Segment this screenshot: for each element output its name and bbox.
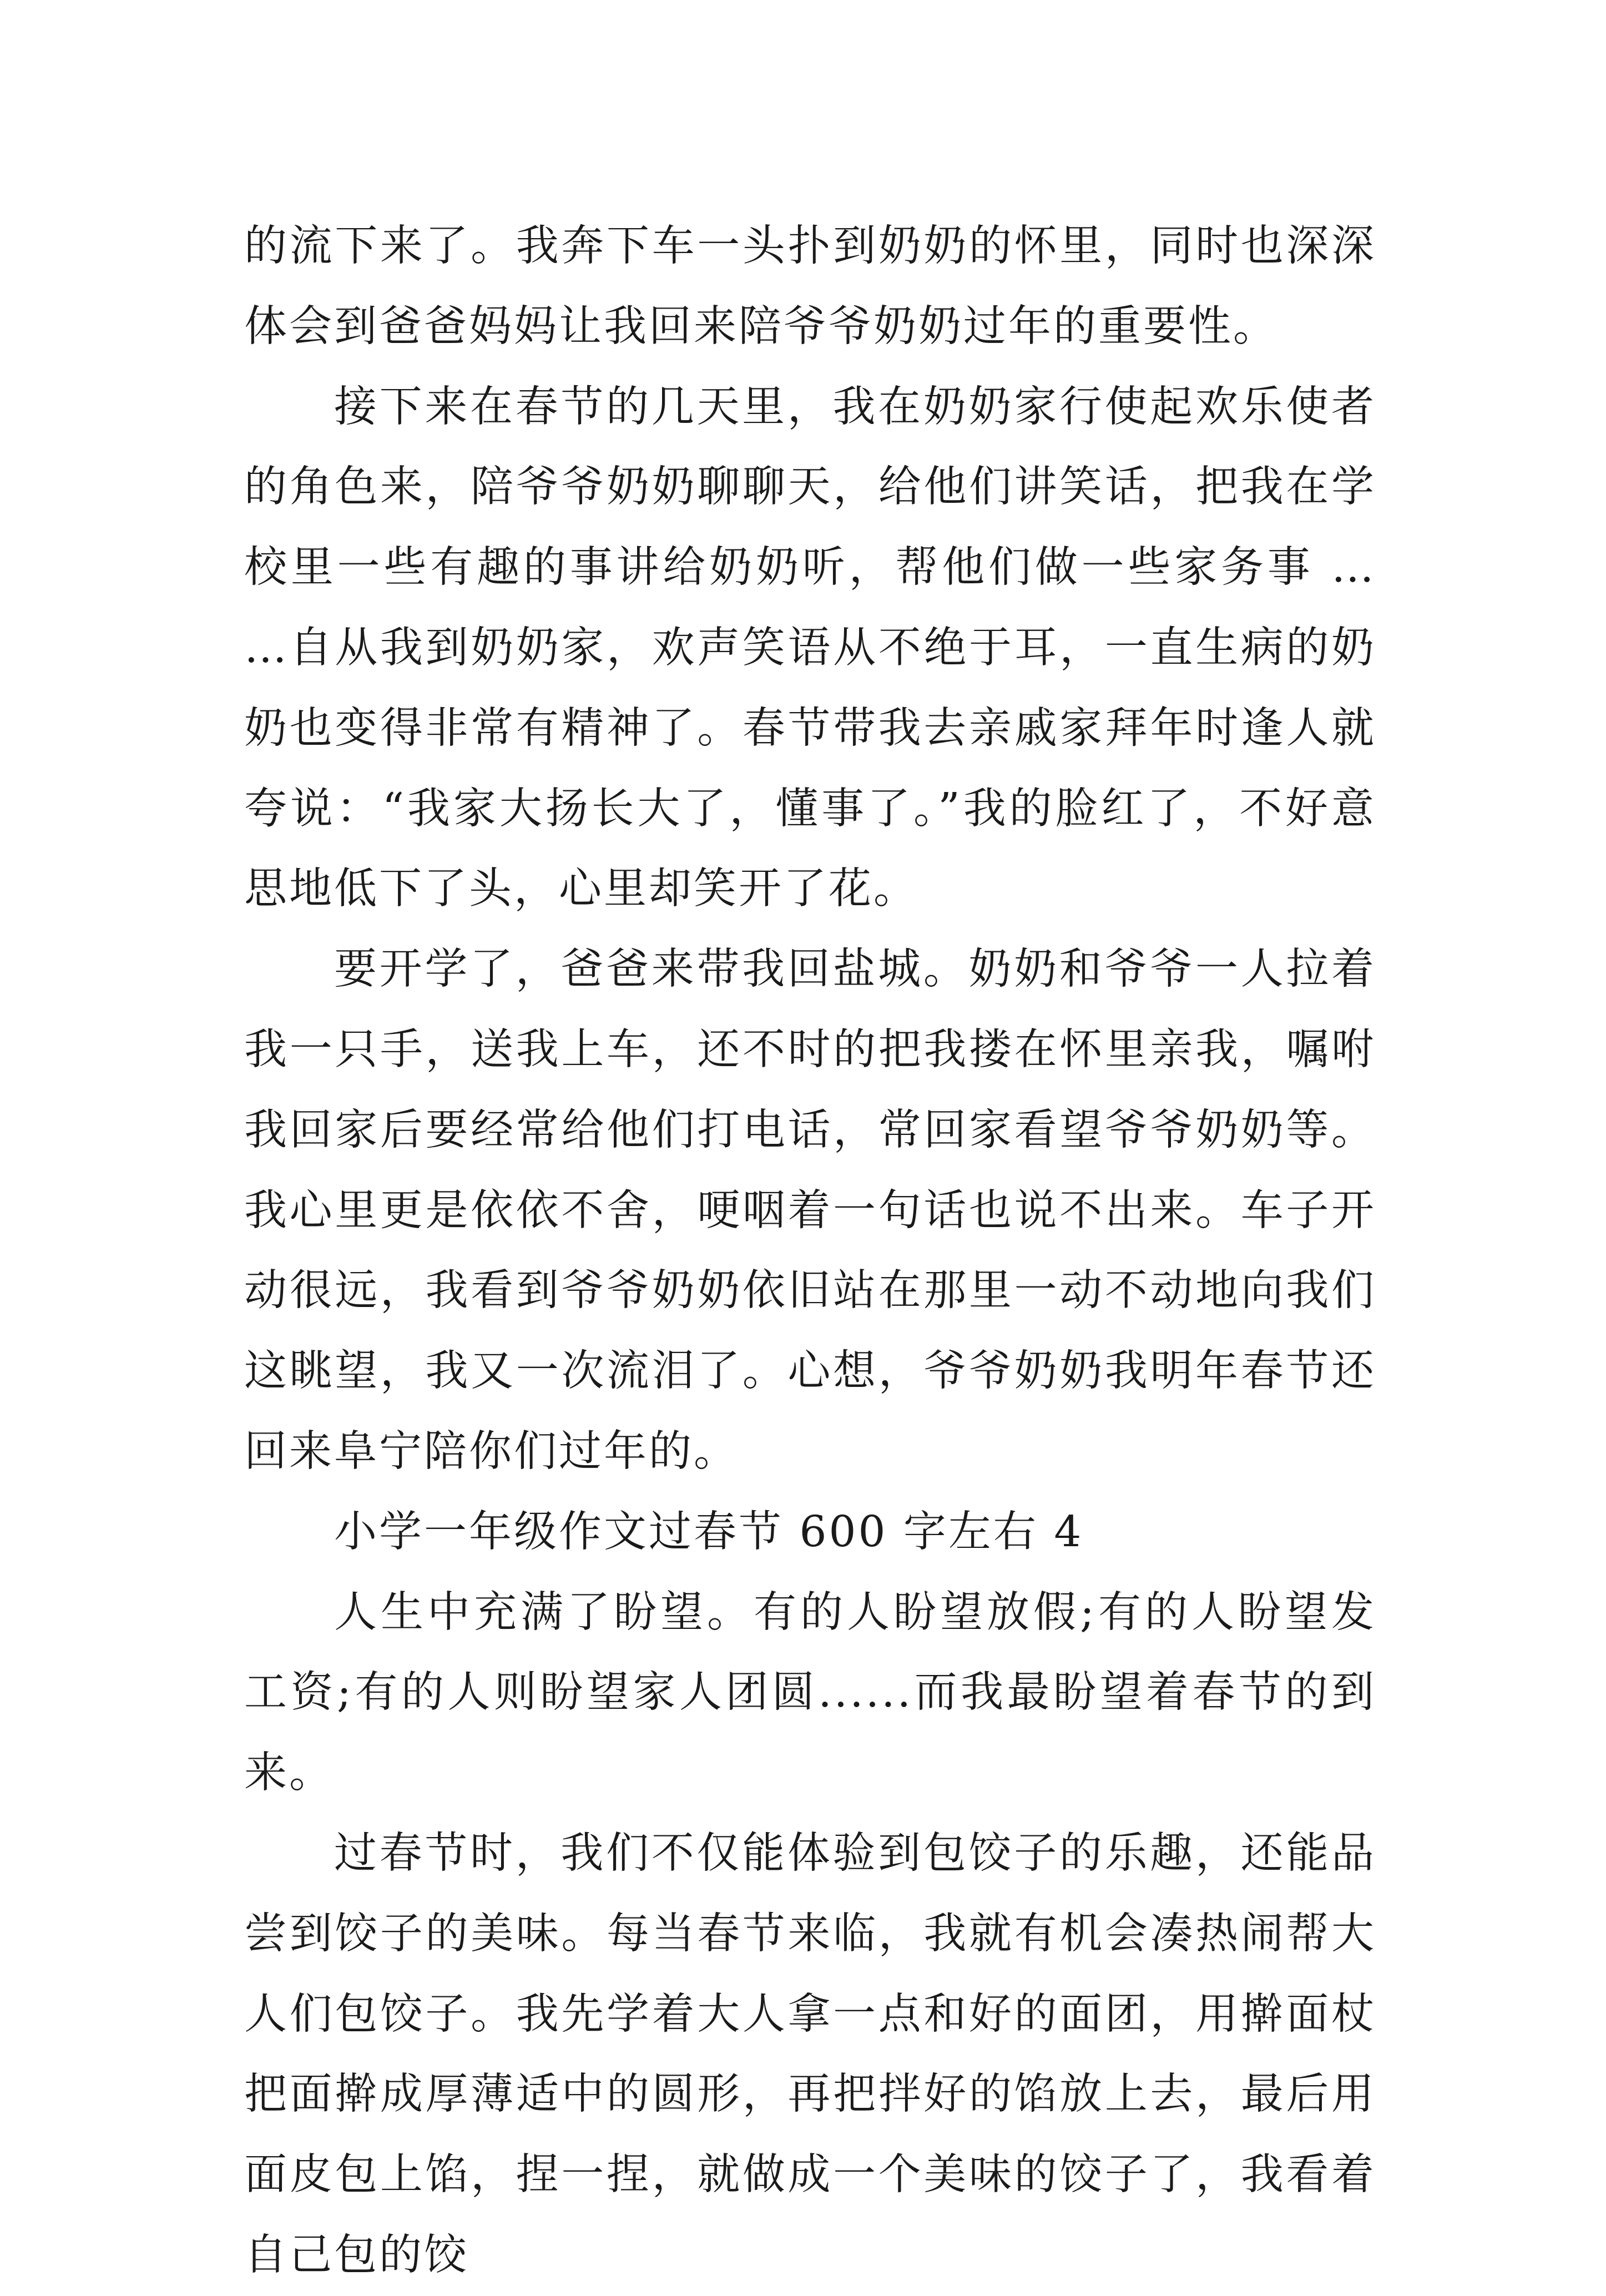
document-body <box>244 206 1376 2296</box>
paragraph: 过春节时，我们不仅能体验到包饺子的乐趣，还能品尝到饺子的美味。每当春节来临，我就有机会凑热闹帮大人们包饺子。我先学着大人拿一点和好的面团，用擀面杖把面擀成厚薄适中的圆形，再把拌好的馅放上去，最后用面皮包上馅，捏一捏，就做成一个美味的饺子了，我看着自己包的饺 <box>244 1828 1376 2280</box>
section-heading: 小学一年级作文过春节 600 字左右 4 <box>334 1507 1084 1557</box>
paragraph: 接下来在春节的几天里，我在奶奶家行使起欢乐使者的角色来，陪爷爷奶奶聊聊天，给他们讲笑话，把我在学校里一些有趣的事讲给奶奶听，帮他们做一些家务事 … …自从我到奶奶家，欢声笑语从不绝于耳，一直生病的奶奶也变得非常有精神了。春节带我去亲戚家拜年时逢人就夸说：“我家大扬长大了，懂事了。”我的脸红了，不好意思地低下了头，心里却笑开了花。 <box>244 382 1376 914</box>
paragraph-continuation: 的流下来了。我奔下车一头扑到奶奶的怀里，同时也深深体会到爸爸妈妈让我回来陪爷爷奶奶过年的重要性。 <box>244 221 1376 351</box>
paragraph: 要开学了，爸爸来带我回盐城。奶奶和爷爷一人拉着我一只手，送我上车，还不时的把我搂在怀里亲我，嘱咐我回家后要经常给他们打电话，常回家看望爷爷奶奶等。我心里更是依依不舍，哽咽着一句话也说不出来。车子开动很远，我看到爷爷奶奶依旧站在那里一动不动地向我们这眺望，我又一次流泪了。心想，爷爷奶奶我明年春节还回来阜宁陪你们过年的。 <box>244 945 1376 1476</box>
paragraph: 人生中充满了盼望。有的人盼望放假;有的人盼望发工资;有的人则盼望家人团圆......而我最盼望着春节的到来。 <box>244 1587 1376 1798</box>
